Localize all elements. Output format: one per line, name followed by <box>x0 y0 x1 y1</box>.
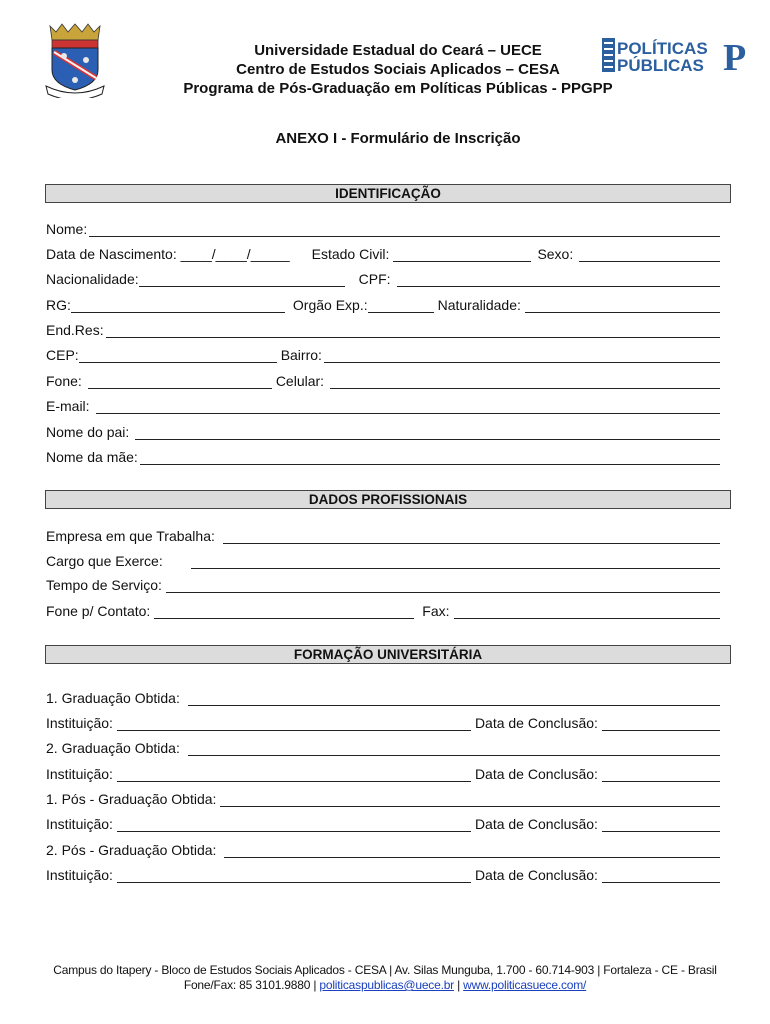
document-header <box>0 0 770 110</box>
row-instituicao-3 <box>46 815 720 832</box>
label-nome-mae: Nome da mãe: <box>46 449 138 465</box>
field-data-conclusao-3[interactable] <box>602 819 720 832</box>
label-instituicao: Instituição: <box>46 867 113 883</box>
label-graduacao-2: 2. Graduação Obtida: <box>46 740 180 756</box>
label-pos-graduacao-1: 1. Pós - Graduação Obtida: <box>46 791 217 807</box>
label-nome-pai: Nome do pai: <box>46 424 130 440</box>
row-endereco <box>46 321 720 338</box>
row-email <box>46 397 720 414</box>
label-rg: RG: <box>46 297 71 313</box>
label-tempo: Tempo de Serviço: <box>46 577 162 593</box>
field-endereco[interactable] <box>106 325 720 338</box>
row-nacionalidade <box>46 270 720 287</box>
label-fone-contato: Fone p/ Contato: <box>46 603 151 619</box>
field-data-conclusao-2[interactable] <box>602 769 720 782</box>
logo-text-2: PÚBLICAS <box>617 56 704 75</box>
field-graduacao-1[interactable] <box>188 693 720 706</box>
logo-letter: P <box>723 37 747 76</box>
section-dados-profissionais: DADOS PROFISSIONAIS <box>45 490 731 509</box>
field-fax[interactable] <box>454 606 720 619</box>
label-orgao-exp: Orgão Exp.: <box>292 297 368 313</box>
footer-separator: | <box>453 978 464 992</box>
label-data-conclusao: Data de Conclusão: <box>474 766 598 782</box>
row-instituicao-2 <box>46 765 720 782</box>
footer-fone-fax: Fone/Fax: 85 3101.9880 | <box>183 978 320 992</box>
field-naturalidade[interactable] <box>525 300 720 313</box>
label-fax: Fax: <box>422 603 450 619</box>
label-fone: Fone: <box>46 373 82 389</box>
field-graduacao-2[interactable] <box>188 743 720 756</box>
field-estado-civil[interactable] <box>393 249 531 262</box>
university-name: Universidade Estadual do Ceará – UECE <box>254 42 542 59</box>
row-pos-graduacao-1 <box>46 790 720 807</box>
field-orgao-exp[interactable] <box>368 300 434 313</box>
row-fone-contato <box>46 602 720 619</box>
row-nascimento <box>46 245 720 262</box>
footer-site-link[interactable]: www.politicasuece.com/ <box>463 978 587 992</box>
field-fone-contato[interactable] <box>154 606 414 619</box>
field-data-conclusao-4[interactable] <box>602 870 720 883</box>
field-email[interactable] <box>96 401 720 414</box>
field-celular[interactable] <box>330 376 720 389</box>
label-data-nascimento: Data de Nascimento: ____/____/_____ <box>46 246 290 262</box>
page-title: ANEXO I - Formulário de Inscrição <box>275 130 521 147</box>
label-celular: Celular: <box>275 373 325 389</box>
footer-email-link[interactable]: politicaspublicas@uece.br <box>319 978 454 992</box>
row-graduacao-1 <box>46 689 720 706</box>
row-pos-graduacao-2 <box>46 841 720 858</box>
row-cep <box>46 346 720 363</box>
field-instituicao-4[interactable] <box>117 870 471 883</box>
section-formacao: FORMAÇÃO UNIVERSITÁRIA <box>45 645 731 664</box>
label-graduacao-1: 1. Graduação Obtida: <box>46 690 180 706</box>
field-cargo[interactable] <box>191 556 720 569</box>
row-graduacao-2 <box>46 739 720 756</box>
field-pos-graduacao-2[interactable] <box>224 845 720 858</box>
label-empresa: Empresa em que Trabalha: <box>46 528 215 544</box>
footer-contact <box>0 978 770 993</box>
row-cargo <box>46 552 720 569</box>
row-rg <box>46 296 720 313</box>
label-nacionalidade: Nacionalidade: <box>46 271 139 287</box>
field-nome[interactable] <box>89 224 720 237</box>
field-data-conclusao-1[interactable] <box>602 718 720 731</box>
field-tempo[interactable] <box>166 580 720 593</box>
field-fone[interactable] <box>88 376 272 389</box>
section-identificacao: IDENTIFICAÇÃO <box>45 184 731 203</box>
field-bairro[interactable] <box>324 350 720 363</box>
label-instituicao: Instituição: <box>46 715 113 731</box>
label-instituicao: Instituição: <box>46 766 113 782</box>
label-email: E-mail: <box>46 398 90 414</box>
row-nome-mae <box>46 448 720 465</box>
logo-text-1: POLÍTICAS <box>617 39 708 58</box>
footer-address: Campus do Itapery - Bloco de Estudos Sociais Aplicados - CESA | Av. Silas Munguba, 1.700 - 60.714-903 | Fortaleza - CE - Brasil <box>53 963 717 977</box>
center-name: Centro de Estudos Sociais Aplicados – CESA <box>236 61 560 78</box>
field-nome-pai[interactable] <box>135 427 720 440</box>
field-rg[interactable] <box>71 300 285 313</box>
label-data-conclusao: Data de Conclusão: <box>474 816 598 832</box>
field-nacionalidade[interactable] <box>139 274 345 287</box>
label-data-conclusao: Data de Conclusão: <box>474 715 598 731</box>
label-naturalidade: Naturalidade: <box>437 297 521 313</box>
label-cargo: Cargo que Exerce: <box>46 553 163 569</box>
field-pos-graduacao-1[interactable] <box>220 794 720 807</box>
label-endereco: End.Res: <box>46 322 104 338</box>
label-cep: CEP: <box>46 347 79 363</box>
label-instituicao: Instituição: <box>46 816 113 832</box>
row-empresa <box>46 527 720 544</box>
field-sexo[interactable] <box>579 249 720 262</box>
field-nome-mae[interactable] <box>140 452 720 465</box>
field-instituicao-2[interactable] <box>117 769 471 782</box>
field-instituicao-3[interactable] <box>117 819 471 832</box>
label-estado-civil: Estado Civil: <box>311 246 390 262</box>
field-cpf[interactable] <box>397 274 720 287</box>
row-tempo <box>46 576 720 593</box>
row-instituicao-1 <box>46 714 720 731</box>
row-instituicao-4 <box>46 866 720 883</box>
label-data-conclusao: Data de Conclusão: <box>474 867 598 883</box>
label-cpf: CPF: <box>358 271 391 287</box>
row-fone <box>46 372 720 389</box>
row-nome-pai <box>46 423 720 440</box>
label-pos-graduacao-2: 2. Pós - Graduação Obtida: <box>46 842 217 858</box>
field-cep[interactable] <box>79 350 277 363</box>
label-nome: Nome: <box>46 221 88 237</box>
field-empresa[interactable] <box>223 531 720 544</box>
label-sexo: Sexo: <box>537 246 574 262</box>
program-name: Programa de Pós-Graduação em Políticas Públicas - PPGPP <box>183 80 613 97</box>
field-instituicao-1[interactable] <box>117 718 471 731</box>
label-bairro: Bairro: <box>280 347 322 363</box>
row-nome <box>46 220 720 237</box>
